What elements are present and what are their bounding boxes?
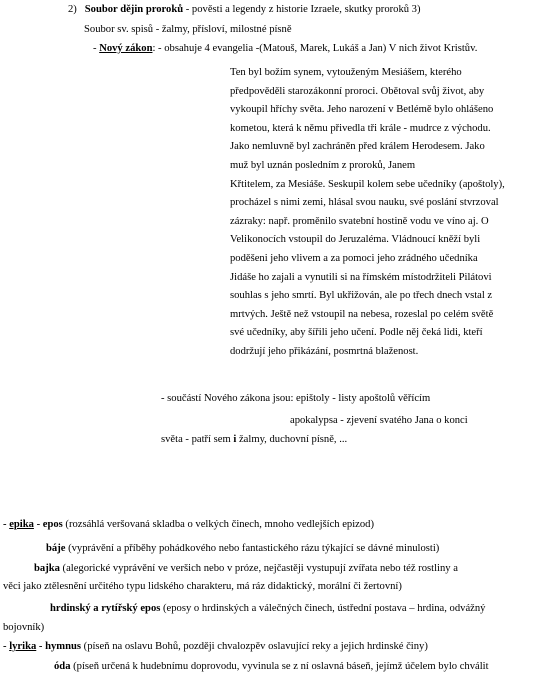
paragraph-line: mrtvých. Ještě než vstoupil na nebesa, rozeslal po celém světě [230, 308, 494, 320]
hrdinsky-term: hrdinský a rytířský epos [50, 603, 161, 614]
paragraph-line: souhlas s jeho smrtí. Byl ukřižován, ale po třech dnech vstal z [230, 290, 493, 302]
novy-zakon-line [93, 42, 477, 55]
bajka-cont: věci jako ztělesnění určitého typu lidského charakteru, má ráz didaktický, morální či žertovní) [3, 581, 402, 592]
paragraph-line: Křtitelem, za Mesiáše. Seskupil kolem sebe učedníky (apoštoly), [230, 178, 505, 190]
lyrika-heading: lyrika [9, 641, 37, 652]
paragraph-line: Jako nemluvně byl zachráněn před králem Herodesem. Jako [230, 141, 485, 153]
paragraph-line: své učedníky, aby šířili jeho učení. Podle něj čeká lidi, kteří [230, 327, 483, 339]
bajka-line [34, 562, 458, 575]
item-heading: Soubor dějin proroků [84, 4, 184, 15]
bajka-term: bajka [34, 563, 60, 574]
bajka-desc: (alegorické vyprávění ve veršich nebo v próze, nejčastěji vystupují zvířata nebo též rostliny a [59, 563, 458, 574]
soubor-spisu-line [84, 23, 292, 36]
epika-sep: - [33, 519, 43, 530]
oda-desc: (píseň určená k hudebnímu doprovodu, vyvinula se z ní oslavná báseň, jejímž účelem bylo chválit [70, 661, 489, 672]
bajka-cont-line [3, 580, 402, 593]
epos-term: epos [42, 519, 63, 530]
item-number: 2) [68, 4, 77, 15]
hrdinsky-desc: (eposy o hrdinských a válečných činech, ústřední postava – hrdina, odvážný [160, 603, 486, 614]
soucasti-text-3b: i [233, 434, 237, 445]
novy-zakon-dash: - [93, 43, 100, 54]
soucasti-line-1 [161, 392, 430, 405]
soucasti-line-2 [290, 414, 468, 427]
paragraph-line: muž byl uznán posledním z proroků, Janem [230, 159, 416, 171]
epos-desc: (rozsáhlá veršovaná skladba o velkých činech, mnoho vedlejších epizod) [62, 519, 374, 530]
hrdinsky-cont: bojovník) [3, 622, 45, 633]
hrdinsky-line [50, 602, 485, 615]
epika-line [3, 518, 374, 531]
paragraph-line: dodržují jeho přikázání, posmrtná blaženost. [230, 345, 419, 357]
epika-dash: - [3, 519, 10, 530]
soucasti-text-3c: žalmy, duchovní písně, ... [236, 434, 348, 445]
soubor-spisu-text: Soubor sv. spisů - žalmy, přísloví, milostné písně [84, 24, 292, 35]
hymnus-desc: (píseň na oslavu Bohů, později chvalozpěv oslavující reky a jejich hrdinské činy) [81, 641, 428, 652]
baje-desc: (vyprávění a příběhy pohádkového nebo fantastického rázu týkající se dávné minulosti) [65, 543, 440, 554]
soucasti-text-3a: světa - patří sem [161, 434, 234, 445]
oda-term: óda [54, 661, 71, 672]
oda-line [54, 660, 489, 673]
soucasti-line-3 [161, 433, 347, 446]
paragraph-line: kometou, která k němu přivedla tři krále - mudrce z východu. [230, 122, 491, 134]
paragraph-line: vykoupil hříchy světa. Jeho narození v Betlémě bylo ohlášeno [230, 104, 494, 116]
kristus-paragraph [230, 64, 530, 362]
hrdinsky-cont-line [3, 621, 44, 634]
item-3-line [68, 3, 421, 16]
baje-term: báje [46, 543, 66, 554]
paragraph-line: poděšeni jeho vlivem a za pomoci jeho zrádného učedníka [230, 252, 478, 264]
lyrika-sep: - [36, 641, 46, 652]
epika-heading: epika [9, 519, 34, 530]
soucasti-text-1: - součástí Nového zákona jsou: epištoly - listy apoštolů věřícím [161, 393, 431, 404]
paragraph-line: procházel s nimi zemi, hlásal svou nauku, své poslání stvrzoval [230, 197, 499, 209]
hymnus-term: hymnus [45, 641, 82, 652]
paragraph-line: předpověděli starozákonní proroci. Obětoval svůj život, aby [230, 85, 485, 97]
novy-zakon-text: : - obsahuje 4 evangelia -(Matouš, Marek, Lukáš a Jan) V nich život Kristův. [152, 43, 478, 54]
paragraph-line: Velikonocích vstoupil do Jeruzaléma. Vládnoucí kněží byli [230, 234, 481, 246]
paragraph-line: Ten byl božím synem, vytouženým Mesiášem, kterého [230, 67, 462, 78]
paragraph-line: Jidáše ho zajali a vynutili si na římském místodržiteli Pilátovi [230, 271, 492, 283]
item-text: - pověsti a legendy z historie Izraele, skutky proroků 3) [183, 4, 421, 15]
soucasti-text-2: apokalypsa - zjevení svatého Jana o konci [290, 415, 468, 426]
lyrika-line [3, 640, 428, 653]
lyrika-dash: - [3, 641, 10, 652]
novy-zakon-heading: Nový zákon [99, 43, 153, 54]
baje-line [46, 542, 439, 555]
paragraph-line: zázraky: např. proměnilo svatební hostině vodu ve víno aj. O [230, 215, 489, 227]
